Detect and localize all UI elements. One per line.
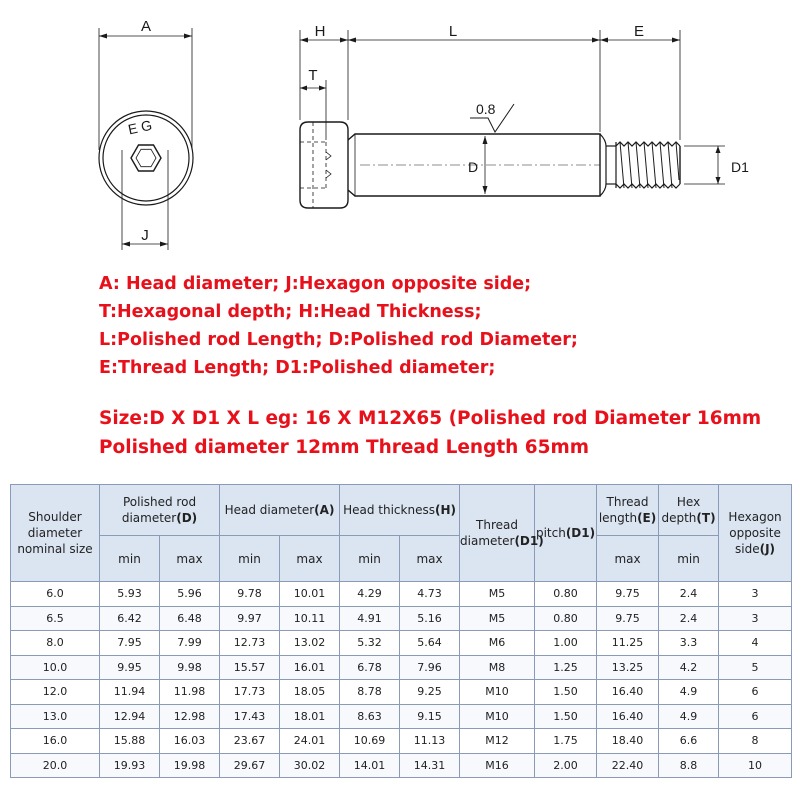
table-cell: 16.03 — [160, 729, 220, 754]
table-cell: 1.75 — [535, 729, 597, 754]
header-min: min — [340, 536, 400, 582]
table-cell: 4.9 — [659, 704, 719, 729]
table-cell: 9.75 — [597, 582, 659, 607]
table-cell: 8 — [719, 729, 792, 754]
table-cell: 13.25 — [597, 655, 659, 680]
header-max: max — [280, 536, 340, 582]
table-cell: 2.4 — [659, 606, 719, 631]
header-thread-length-unit: (E) — [637, 511, 657, 525]
table-cell: 15.57 — [220, 655, 280, 680]
header-head-diameter — [220, 485, 340, 536]
table-cell: M10 — [460, 704, 535, 729]
table-cell: 5.93 — [100, 582, 160, 607]
table-row — [11, 729, 792, 754]
table-cell: 12.94 — [100, 704, 160, 729]
table-cell: 1.25 — [535, 655, 597, 680]
header-shoulder: Shoulder diameter nominal size — [11, 485, 100, 582]
table-cell: 6.6 — [659, 729, 719, 754]
table-cell: 16.40 — [597, 680, 659, 705]
table-cell: 6.5 — [11, 606, 100, 631]
header-head-thickness-text: Head thickness — [343, 503, 435, 517]
table-cell: 9.97 — [220, 606, 280, 631]
table-cell: 18.05 — [280, 680, 340, 705]
table-row — [11, 753, 792, 778]
header-min: min — [659, 536, 719, 582]
table-cell: 8.0 — [11, 631, 100, 656]
table-cell: 8.78 — [340, 680, 400, 705]
label-h: H — [314, 23, 326, 40]
table-cell: 7.95 — [100, 631, 160, 656]
table-cell: 12.0 — [11, 680, 100, 705]
table-cell: M16 — [460, 753, 535, 778]
description-line: A: Head diameter; J:Hexagon opposite side; — [99, 274, 532, 294]
table-cell: 17.73 — [220, 680, 280, 705]
table-cell: 17.43 — [220, 704, 280, 729]
header-max: max — [597, 536, 659, 582]
header-thread-diameter-unit: (D1) — [514, 534, 544, 548]
table-row — [11, 582, 792, 607]
header-head-thickness — [340, 485, 460, 536]
header-hex-depth-unit: (T) — [696, 511, 716, 525]
table-cell: 3 — [719, 606, 792, 631]
table-cell: 9.75 — [597, 606, 659, 631]
header-hex-side-unit: (J) — [759, 542, 776, 556]
table-cell: 4.91 — [340, 606, 400, 631]
table-cell: 11.94 — [100, 680, 160, 705]
table-cell: 10.69 — [340, 729, 400, 754]
label-l: L — [448, 23, 458, 40]
description-line: E:Thread Length; D1:Polished diameter; — [99, 358, 496, 378]
label-a: A — [140, 18, 152, 35]
header-polished-rod-text: Polished rod diameter — [121, 495, 197, 525]
header-pitch-unit: (D1) — [565, 526, 596, 540]
table-cell: 2.00 — [535, 753, 597, 778]
description-line: L:Polished rod Length; D:Polished rod Diameter; — [99, 330, 578, 350]
table-cell: 1.50 — [535, 704, 597, 729]
header-min: min — [100, 536, 160, 582]
table-cell: 9.95 — [100, 655, 160, 680]
table-cell: 4.2 — [659, 655, 719, 680]
table-cell: 10.11 — [280, 606, 340, 631]
table-row — [11, 704, 792, 729]
table-cell: 4 — [719, 631, 792, 656]
table-body — [11, 582, 792, 778]
table-cell: 14.31 — [400, 753, 460, 778]
dimension-d1 — [684, 146, 725, 184]
table-cell: 18.40 — [597, 729, 659, 754]
table-cell: 6.78 — [340, 655, 400, 680]
table-row — [11, 606, 792, 631]
header-thread-diameter-text: Thread diameter — [460, 518, 519, 548]
table-cell: 14.01 — [340, 753, 400, 778]
header-polished-rod-unit: (D) — [176, 511, 198, 525]
label-roughness: 0.8 — [476, 101, 496, 117]
table-cell: 5.64 — [400, 631, 460, 656]
header-hex-depth-text: Hex depth — [661, 495, 701, 525]
table-cell: 16.40 — [597, 704, 659, 729]
table-cell: 6 — [719, 680, 792, 705]
table-cell: 7.96 — [400, 655, 460, 680]
table-cell: M10 — [460, 680, 535, 705]
table-cell: 0.80 — [535, 582, 597, 607]
table-cell: 18.01 — [280, 704, 340, 729]
table-cell: 4.73 — [400, 582, 460, 607]
table-cell: 16.01 — [280, 655, 340, 680]
header-thread-length — [597, 485, 659, 536]
header-min: min — [220, 536, 280, 582]
table-cell: 6.42 — [100, 606, 160, 631]
header-pitch — [535, 485, 597, 582]
table-cell: 6 — [719, 704, 792, 729]
table-cell: 13.0 — [11, 704, 100, 729]
table-cell: 20.0 — [11, 753, 100, 778]
table-cell: 5.96 — [160, 582, 220, 607]
table-cell: 10 — [719, 753, 792, 778]
table-cell: 22.40 — [597, 753, 659, 778]
table-cell: 3.3 — [659, 631, 719, 656]
label-e: E — [633, 23, 645, 40]
table-cell: 6.0 — [11, 582, 100, 607]
table-cell: 11.13 — [400, 729, 460, 754]
label-e-g: E G — [126, 116, 154, 138]
table-cell: 4.9 — [659, 680, 719, 705]
table-cell: 29.67 — [220, 753, 280, 778]
size-example-line: Size:D X D1 X L eg: 16 X M12X65 (Polished rod Diameter 16mm — [99, 408, 762, 429]
table-cell: 12.73 — [220, 631, 280, 656]
header-max: max — [400, 536, 460, 582]
header-hex-depth — [659, 485, 719, 536]
table-cell: 30.02 — [280, 753, 340, 778]
size-example-line: Polished diameter 12mm Thread Length 65mm — [99, 437, 590, 458]
table-cell: 9.15 — [400, 704, 460, 729]
table-row — [11, 631, 792, 656]
label-j: J — [141, 227, 149, 244]
table-row — [11, 655, 792, 680]
table-cell: 5.16 — [400, 606, 460, 631]
table-cell: M8 — [460, 655, 535, 680]
table-cell: M5 — [460, 582, 535, 607]
table-cell: 15.88 — [100, 729, 160, 754]
table-cell: 11.98 — [160, 680, 220, 705]
header-hex-side — [719, 485, 792, 582]
label-d1: D1 — [731, 159, 749, 175]
header-max: max — [160, 536, 220, 582]
table-cell: 9.25 — [400, 680, 460, 705]
table-cell: 1.50 — [535, 680, 597, 705]
description-line: T:Hexagonal depth; H:Head Thickness; — [99, 302, 482, 322]
header-head-diameter-unit: (A) — [314, 503, 335, 517]
header-head-diameter-text: Head diameter — [224, 503, 315, 517]
table-cell: 9.78 — [220, 582, 280, 607]
label-d: D — [468, 159, 479, 175]
table-cell: 5.32 — [340, 631, 400, 656]
table-cell: 10.0 — [11, 655, 100, 680]
table-cell: M12 — [460, 729, 535, 754]
table-cell: M6 — [460, 631, 535, 656]
header-hex-side-text: Hexagon opposite side — [728, 510, 782, 556]
label-t: T — [308, 67, 318, 84]
table-cell: 16.0 — [11, 729, 100, 754]
table-cell: 12.98 — [160, 704, 220, 729]
table-cell: 13.02 — [280, 631, 340, 656]
header-thread-length-text: Thread length — [598, 495, 649, 525]
table-cell: 8.63 — [340, 704, 400, 729]
spec-table — [10, 484, 792, 778]
table-cell: M5 — [460, 606, 535, 631]
table-cell: 3 — [719, 582, 792, 607]
table-cell: 5 — [719, 655, 792, 680]
table-cell: 7.99 — [160, 631, 220, 656]
table-cell: 2.4 — [659, 582, 719, 607]
header-head-thickness-unit: (H) — [434, 503, 456, 517]
table-cell: 0.80 — [535, 606, 597, 631]
table-cell: 1.00 — [535, 631, 597, 656]
header-pitch-text: pitch — [535, 526, 566, 540]
header-thread-diameter — [460, 485, 544, 582]
table-cell: 10.01 — [280, 582, 340, 607]
thread-section — [606, 142, 680, 188]
table-cell: 8.8 — [659, 753, 719, 778]
table-cell: 4.29 — [340, 582, 400, 607]
dimension-h-l-e — [300, 30, 680, 140]
shoulder-screw-drawing — [0, 0, 800, 262]
table-cell: 23.67 — [220, 729, 280, 754]
head-side-view — [300, 122, 348, 208]
header-polished-rod — [100, 485, 220, 536]
table-cell: 24.01 — [280, 729, 340, 754]
table-cell: 11.25 — [597, 631, 659, 656]
table-cell: 9.98 — [160, 655, 220, 680]
description — [99, 270, 789, 462]
table-cell: 19.98 — [160, 753, 220, 778]
table-row — [11, 680, 792, 705]
table-cell: 19.93 — [100, 753, 160, 778]
table-cell: 6.48 — [160, 606, 220, 631]
